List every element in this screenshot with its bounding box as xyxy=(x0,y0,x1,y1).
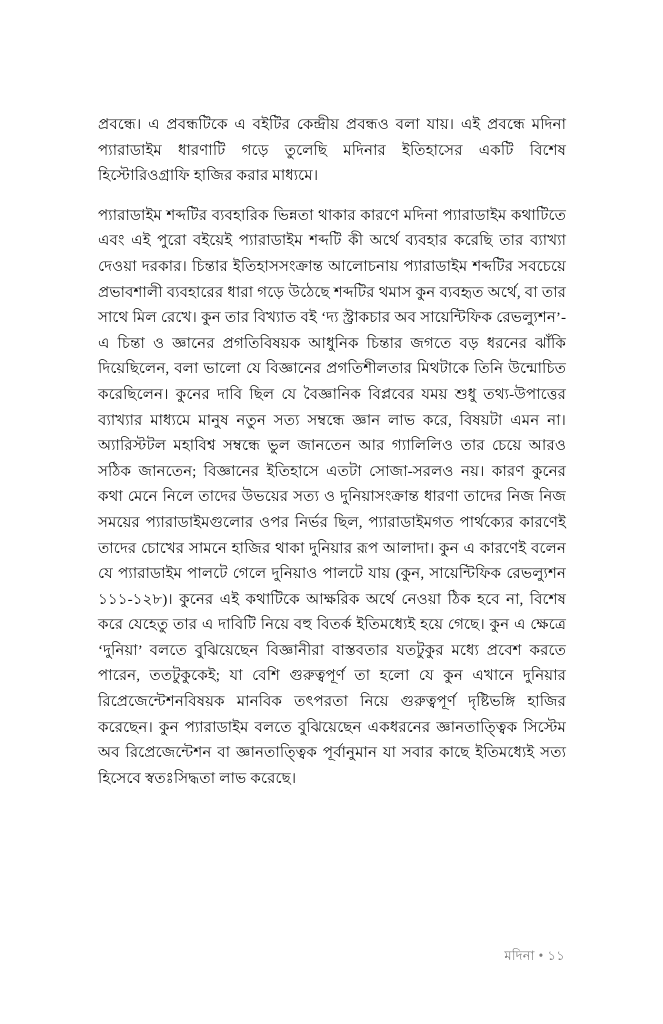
footer-chapter-label: মদিনা xyxy=(504,948,535,963)
paragraph-1: প্রবন্ধে। এ প্রবন্ধটিকে এ বইটির কেন্দ্রীয় প্রবন্ধও বলা যায়। এই প্রবন্ধে মদিনা প্যারাডাইম ধারণাটি গড়ে তুলেছি মদিনার ইতিহাসের একটি বিশেষ হিস্টোরিওগ্রাফি হাজির করার মাধ্যমে। xyxy=(98,116,566,185)
footer-separator-dot: • xyxy=(538,948,544,963)
footer-page-number: ১১ xyxy=(547,948,565,963)
page-footer xyxy=(97,947,565,964)
paragraph-2: প্যারাডাইম শব্দটির ব্যবহারিক ভিন্নতা থাকার কারণে মদিনা প্যারাডাইম কথাটিতে এবং এই পুরো বইয়েই প্যারাডাইম শব্দটি কী অর্থে ব্যবহার করেছি তার ব্যাখ্যা দেওয়া দরকার। চিন্তার ইতিহাসসংক্রান্ত আলোচনায় প্যারাডাইম শব্দটির সবচেয়ে প্রভাবশালী ব্যবহারের ধারা গড়ে উঠেছে শব্দটির থমাস কুন ব্যবহৃত অর্থে, বা তার সাথে মিল রেখে। কুন তার বিখ্যাত বই ‘দ্য স্ট্রাকচার অব সায়েন্টিফিক রেভল্যুশন’-এ চিন্তা ও জ্ঞানের প্রগতিবিষয়ক আধুনিক চিন্তার জগতে বড় ধরনের ঝাঁকি দিয়েছিলেন, বলা ভালো যে বিজ্ঞানের প্রগতিশীলতার মিথটাকে তিনি উন্মোচিত করেছিলেন। কুনের দাবি ছিল যে বৈজ্ঞানিক বিপ্লবের যময় শুধু তথ্য-উপাত্তের ব্যাখ্যার মাধ্যমে মানুষ নতুন সত্য সম্বন্ধে জ্ঞান লাভ করে, বিষয়টা এমন না। অ্যারিস্টটল মহাবিশ্ব সম্বন্ধে ভুল জানতেন আর গ্যালিলিও তার চেয়ে আরও সঠিক জানতেন; বিজ্ঞানের ইতিহাসে এতটা সোজা-সরলও নয়। কারণ কুনের কথা মেনে নিলে তাদের উভয়ের সত্য ও দুনিয়াসংক্রান্ত ধারণা তাদের নিজ নিজ সময়ের প্যারাডাইমগুলোর ওপর নির্ভর ছিল, প্যারাডাইমগত পার্থক্যের কারণেই তাদের চোখের সামনে হাজির থাকা দুনিয়ার রূপ আলাদা। কুন এ কারণেই বলেন যে প্যারাডাইম পালটে গেলে দুনিয়াও পালটে যায় (কুন, সায়েন্টিফিক রেভল্যুশন ১১১-১২৮)। কুনের এই কথাটিকে আক্ষরিক অর্থে নেওয়া ঠিক হবে না, বিশেষ করে যেহেতু তার এ দাবিটি নিয়ে বহু বিতর্ক ইতিমধ্যেই হয়ে গেছে। কুন এ ক্ষেত্রে ‘দুনিয়া’ বলতে বুঝিয়েছেন বিজ্ঞানীরা বাস্তবতার যতটুকুর মধ্যে প্রবেশ করতে পারেন, ততটুকুকেই; যা বেশি গুরুত্বপূর্ণ তা হলো যে কুন এখানে দুনিয়ার রিপ্রেজেন্টেশনবিষয়ক মানবিক তৎপরতা নিয়ে গুরুত্বপূর্ণ দৃষ্টিভঙ্গি হাজির করেছেন। কুন প্যারাডাইম বলতে বুঝিয়েছেন একধরনের জ্ঞানতাত্ত্বিক সিস্টেম অব রিপ্রেজেন্টেশন বা জ্ঞানতাত্ত্বিক পূর্বানুমান যা সবার কাছে ইতিমধ্যেই সত্য হিসেবে স্বতঃসিদ্ধতা লাভ করেছে। xyxy=(98,206,566,787)
body-text-block xyxy=(98,112,566,791)
